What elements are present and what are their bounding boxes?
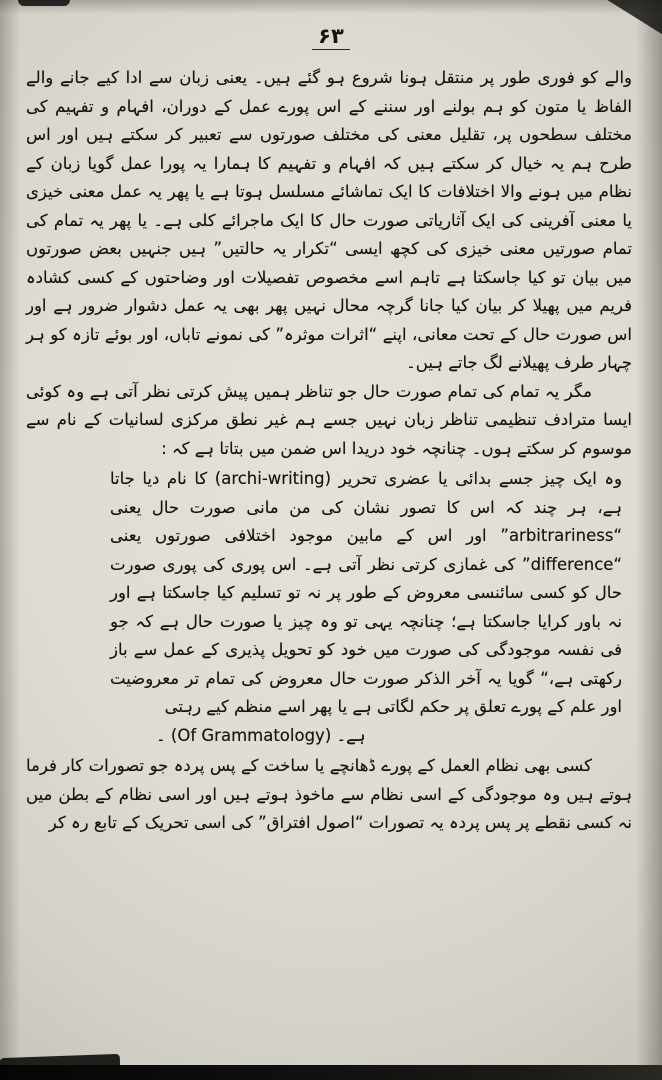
page-number-value: ۶۳ bbox=[312, 24, 350, 50]
scan-artifact-top-left bbox=[18, 0, 70, 6]
scan-shadow-right bbox=[636, 0, 662, 1080]
paragraph-3: کسی بھی نظام العمل کے پورے ڈھانچے یا ساخت کے پس پردہ جو تصورات کار فرما ہوتے ہیں وہ موجودگی کے اسی نظام سے ماخوذ ہوتے ہیں اور اسی نظام کے بطن میں نہ کسی نقطے پر پس پردہ یہ تصورات “اصول افتراق” کی اسی تحریک کے تابع رہ کر bbox=[26, 756, 632, 832]
quote-block bbox=[110, 465, 622, 750]
paragraph-1: والے کو فوری طور پر منتقل ہونا شروع ہو گئے ہیں۔ یعنی زبان سے ادا کیے جانے والے الفاظ یا متون کو ہم بولنے اور سننے کے اس پورے عمل کے دوران، افہام و تفہیم کی مختلف سطحوں پر، تقلیل معنی کی مختلف صورتوں سے تعبیر کر سکتے ہیں اور اس طرح ہم یہ خیال کر سکتے ہیں کہ افہام و تفہیم کا ہمارا یہ پورا عمل گویا زبان کے نظام میں ہونے والا اختلافات کا ایک تماشائے مسلسل ہوتا ہے یا پھر یہ عمل معنی خیزی یا معنی آفرینی کی ایک آثاریاتی صورت حال کا ایک ماجرائے کلی ہے۔ یا پھر یہ تمام کی تمام صورتیں معنی خیزی کی کچھ ایسی “تکرار یہ حالتیں” ہیں جنہیں بعض صورتوں میں بیان تو کیا جاسکتا ہے تاہم اسے مخصوص تفصیلات اور وضاحتوں کے کسی کشادہ فریم میں پھیلا کر بیان کیا جانا گرچہ محال نہیں پھر بھی یہ عمل دشوار ضرور ہے اور اس صورت حال کے تحت معانی، اپنے “اثرات موثرہ” کی نمونے تاباں، اور بوئے تازہ کو ہر چہار طرف پھیلانے لگ جاتے ہیں۔ bbox=[26, 68, 632, 372]
paragraph-2: مگر یہ تمام کی تمام صورت حال جو تناظر ہمیں پیش کرتی نظر آتی ہے وہ کوئی ایسا مترادف تنظیمی تناظر زبان نہیں جسے ہم غیر نطق مرکزی لسانیات کے نام سے موسوم کر سکتے ہوں۔ چنانچہ خود دریدا اس ضمن میں بتاتا ہے کہ : bbox=[26, 381, 632, 458]
quote-source: ہے۔ (Of Grammatology) ۔ bbox=[156, 725, 366, 745]
scan-shadow-left bbox=[0, 0, 20, 1080]
scan-artifact-bottom-bar bbox=[0, 1065, 662, 1080]
page-content bbox=[26, 64, 632, 838]
page-number bbox=[0, 24, 662, 50]
quote-text: وہ ایک چیز جسے بدائی یا عضری تحریر (archi-writing) کا نام دیا جاتا ہے، ہر چند کہ اس کا تصور نشان کی من مانی صورت حال یعنی “arbitrariness” اور اس کے مابین موجود اختلافی صورتوں یعنی “difference” کی غمازی کرتی نظر آتی ہے۔ اس پوری کی پوری صورت حال کو کسی سائنسی معروض کے طور پر نہ تو تسلیم کیا جاسکتا ہے اور نہ باور کرایا جاسکتا ہے؛ چنانچہ یہی تو وہ چیز یا صورت حال ہے کہ جو فی نفسہ موجودگی کی صورت میں خود کو تحویل پذیری کے عمل سے باز رکھتی ہے،“ گویا یہ آخر الذکر صورت حال معروض کی تمام تر معروضیت اور علم کے پورے تعلق پر حکم لگاتی ہے یا پھر اسے منظم کیے رہتی bbox=[110, 469, 622, 716]
scan-shadow-top bbox=[0, 0, 662, 14]
